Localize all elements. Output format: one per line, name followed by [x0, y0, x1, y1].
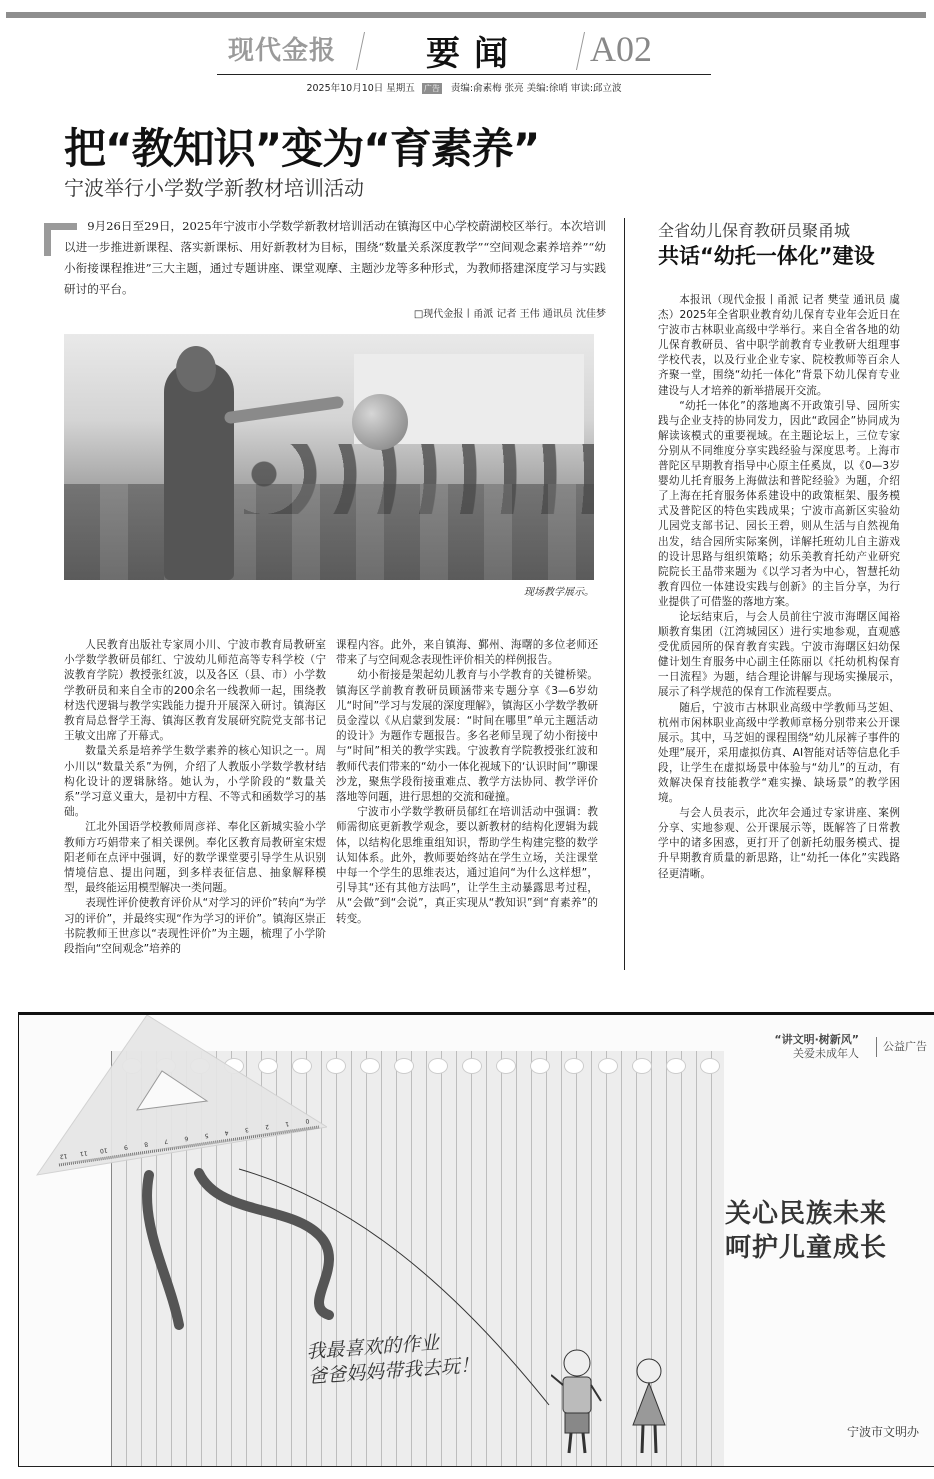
paragraph: 人民教育出版社专家周小川、宁波市教育局教研室小学数学教研员郁红、宁波幼儿师范高等专科学校（宁波教育学院）教授张红波，以及各区（县、市）小学数学教研员和来自全市的200余名一线教师一起，围绕教材迭代逻辑与教学实践能力提升开展深入研讨。镇海区教育局总督学王海、镇海区教育发展研究院党支部书记王敏文出席了开幕式。: [64, 639, 326, 743]
ad-main-line-2: 呵护儿童成长: [725, 1233, 888, 1263]
main-headline: 把“教知识”变为“育素养”: [64, 124, 540, 173]
article-byline: □现代金报丨甬派 记者 王伟 通讯员 沈佳梦: [413, 309, 606, 320]
paper-hole: [462, 1058, 482, 1074]
ruler-number: 2: [264, 1122, 270, 1131]
ruler-number: 12: [59, 1152, 68, 1161]
masthead: [180, 26, 720, 72]
paper-hole: [428, 1058, 448, 1074]
section-title: 要闻: [426, 34, 522, 74]
paragraph: 江北外国语学校教师周彦祥、奉化区新城实验小学教师方巧娟带来了相关课例。奉化区教育局教研室宋煜阳老师在点评中强调，好的数学课堂要引导学生从识别情境信息、提出问题，到多样表征信息、抽象解释模型，最终能运用模型解决一类问题。: [64, 821, 326, 895]
child-drawing-boy: [551, 1345, 603, 1455]
paper-hole: [530, 1058, 550, 1074]
dateline: [217, 80, 711, 94]
masthead-divider: [356, 32, 365, 70]
article-column-2: [336, 638, 598, 927]
photo-teacher-head: [176, 346, 216, 392]
paragraph: 与会人员表示，此次年会通过专家讲座、案例分享、实地参观、公开课展示等，既解答了日常教学中的诸多困惑，更打开了创新托幼服务模式、提升早期教育质量的新思路，让“幼托一体化”实践路径更清晰。: [658, 807, 900, 880]
side-article-headline: 共话“幼托一体化”建设: [658, 244, 875, 268]
paragraph: 随后，宁波市古林职业高级中学教师马芝妲、杭州市闲林职业高级中学教师章杨分别带来公开课展示。其中，马芝妲的课程围绕“幼儿尿裤子事件的处理”展开，采用虚拟仿真、AI智能对话等信息化手段，让学生在虚拟场景中体验与“幼儿”的互动，有效解决保育技能教学“难实操、缺场景”的教学困境。: [658, 701, 900, 805]
photo-caption: 现场教学展示。: [524, 587, 594, 598]
handwritten-line-2: 爸爸妈妈带我去玩！: [307, 1354, 480, 1389]
child-drawing-girl: [627, 1355, 671, 1455]
issue-date: 2025年10月10日 星期五: [306, 83, 415, 94]
ruler-number: 9: [123, 1143, 129, 1151]
paragraph: “幼托一体化”的落地离不开政策引导、园所实践与企业支持的协同发力，因此“政园企”协同成为解读该模式的重要视域。在主题论坛上，三位专家分别从不同维度分享实践经验与深度思考。上海市普陀区早期教育指导中心原主任奚岚，以《0—3岁婴幼儿托育服务上海做法和普陀经验》为题，介绍了上海在托育服务体系建设中的政策框架、服务模式及普陀区的特色实践成果；宁波市高新区实验幼儿园党支部书记、园长王碧，则从生活与自然视角出发，结合园所实际案例，详解托班幼儿自主游戏的设计思路与组织策略；幼乐美教育托幼产业研究院院长王晶带来题为《以学习者为中心，智慧托幼教育四位一体建设实践与创新》的主旨分享，为行业提供了可借鉴的落地方案。: [658, 399, 900, 608]
classroom-photo: [64, 334, 594, 580]
article-column-1: [64, 638, 326, 957]
paper-hole: [598, 1058, 618, 1074]
masthead-rule: [217, 74, 711, 75]
paper-hole: [394, 1058, 414, 1074]
ad-main-text: [725, 1197, 887, 1265]
paper-hole: [666, 1058, 686, 1074]
photo-desks: [64, 484, 594, 580]
ad-main-line-1: 关心民族未来: [725, 1199, 888, 1229]
editor-credits: 责编:俞素梅 张亮 美编:徐哨 审读:邱立波: [450, 83, 622, 94]
paragraph: 数量关系是培养学生数学素养的核心知识之一。周小川以“数量关系”为例，介绍了人教版小学数学教材结构化设计的逻辑脉络。她认为，小学阶段的“数量关系”学习意义重大，是初中方程、不等式和函数学习的基础。: [64, 745, 326, 819]
paragraph: 幼小衔接是架起幼儿教育与小学教育的关键桥梁。镇海区学前教育教研员顾涵带来专题分享《3—6岁幼儿“时间”学习与发展的深度理解》，镇海区小学数学教研员金滢以《从启蒙到发展：“时间在哪里”单元主题活动的设计》为题作专题报告。多名老师呈现了幼小衔接中与“时间”相关的教学实践。宁波教育学院教授张红波和教师代表们带来的“幼小一体化视域下的‘认识时间’”聊课沙龙，聚焦学段衔接重难点、教学方法协同、教学评价落地等问题，进行思想的交流和碰撞。: [336, 669, 598, 804]
side-article-body: [658, 293, 900, 882]
paper-hole: [564, 1058, 584, 1074]
top-color-bar: [6, 12, 926, 18]
side-article-kicker: 全省幼儿保育教研员聚甬城: [658, 221, 851, 240]
ruler-number: 6: [183, 1134, 189, 1142]
ad-bottom-rule: [18, 1466, 934, 1467]
handwritten-line-1: 我最喜欢的作业: [305, 1331, 440, 1364]
paper-hole: [360, 1058, 380, 1074]
ruler-number: 11: [79, 1149, 88, 1158]
ruler-number: 5: [204, 1131, 209, 1140]
kite-tail: [199, 1173, 329, 1315]
public-service-ad: [18, 1012, 934, 1467]
ruler-number: 8: [143, 1140, 149, 1148]
ad-tagline: 公益广告: [876, 1037, 927, 1057]
paper-hole: [496, 1058, 516, 1074]
masthead-divider: [576, 32, 585, 70]
paragraph: 宁波市小学数学教研员郁红在培训活动中强调：教师需彻底更新教学观念，要以新教材的结构化逻辑为载体，以结构化思维重组知识，帮助学生构建完整的数学认知体系。此外，教师要始终站在学生立场，关注课堂中每一个学生的思维表达，通过追问“为什么这样想”，引导其“还有其他方法吗”，让学生主动暴露思考过程，从“会做”到“会说”，真正实现从“教知识”到“育素养”的转变。: [336, 806, 598, 925]
column-divider: [624, 218, 625, 970]
ad-tag: 广告: [423, 84, 440, 93]
ad-slogan: [774, 1033, 859, 1061]
ruler-number: 7: [163, 1137, 169, 1145]
kite-tail: [147, 1175, 179, 1325]
ruler-number: 10: [99, 1146, 108, 1155]
page-number: A02: [590, 29, 652, 69]
ruler-number: 4: [224, 1128, 229, 1137]
main-subhead: 宁波举行小学数学新教材培训活动: [64, 176, 364, 200]
ruler-number: 3: [244, 1125, 250, 1134]
paragraph: 课程内容。此外，来自镇海、鄞州、海曙的多位老师还带来了与空间观念表现性评价相关的样例报告。: [336, 639, 598, 667]
paper-hole: [700, 1058, 720, 1074]
photo-teacher: [164, 362, 234, 580]
paper-hole: [632, 1058, 652, 1074]
photo-ball: [352, 394, 408, 450]
paragraph: 表现性评价使教育评价从“对学习的评价”转向“为学习的评价”，并最终实现“作为学习的评价”。镇海区崇正书院教师王世彦以“表现性评价”为主题，梳理了小学阶段指向“空间观念”培养的: [64, 897, 326, 956]
article-lead: 9月26日至29日，2025年宁波市小学数学新教材培训活动在镇海区中心学校蔚湖校区举行。本次培训以进一步推进新课程、落实新课标、用好新教材为目标，围绕“数量关系深度教学”“空间观念素养培养”“幼小衔接课程推进”三大主题，通过专题讲座、课堂观摩、主题沙龙等多种形式，为教师搭建深度学习与实践研讨的平台。: [64, 219, 606, 296]
paragraph: 本报讯（现代金报丨甬派 记者 樊莹 通讯员 虞杰）2025年全省职业教育幼儿保育专业年会近日在宁波市古林职业高级中学举行。来自全省各地的幼儿保育教研员、省中职学前教育专业教研大组理事学校代表，以及行业企业专家、院校教师等百余人齐聚一堂，围绕“幼托一体化”背景下幼儿保育专业建设与人才培养的新举措展开交流。: [658, 294, 900, 397]
photo-teacher-arm: [224, 396, 345, 425]
paper-hole: [326, 1058, 346, 1074]
ruler-number: 1: [284, 1119, 290, 1128]
paragraph: 论坛结束后，与会人员前往宁波市海曙区闻裕顺教育集团（江湾城园区）进行实地参观，直观感受优质园所的保育教育实践。宁波市海曙区妇幼保健计划生育服务中心副主任陈丽以《托幼机构保育一日流程》为题，结合理论讲解与现场实操展示，展示了科学规范的保育工作流程要点。: [658, 610, 900, 699]
paper-name: 现代金报: [228, 36, 337, 66]
ad-slogan-line-2: 关爱未成年人: [793, 1047, 859, 1060]
ad-organizer: 宁波市文明办: [846, 1425, 919, 1439]
ad-slogan-line-1: “讲文明·树新风”: [774, 1033, 859, 1046]
ruler-number: 0: [304, 1117, 310, 1125]
